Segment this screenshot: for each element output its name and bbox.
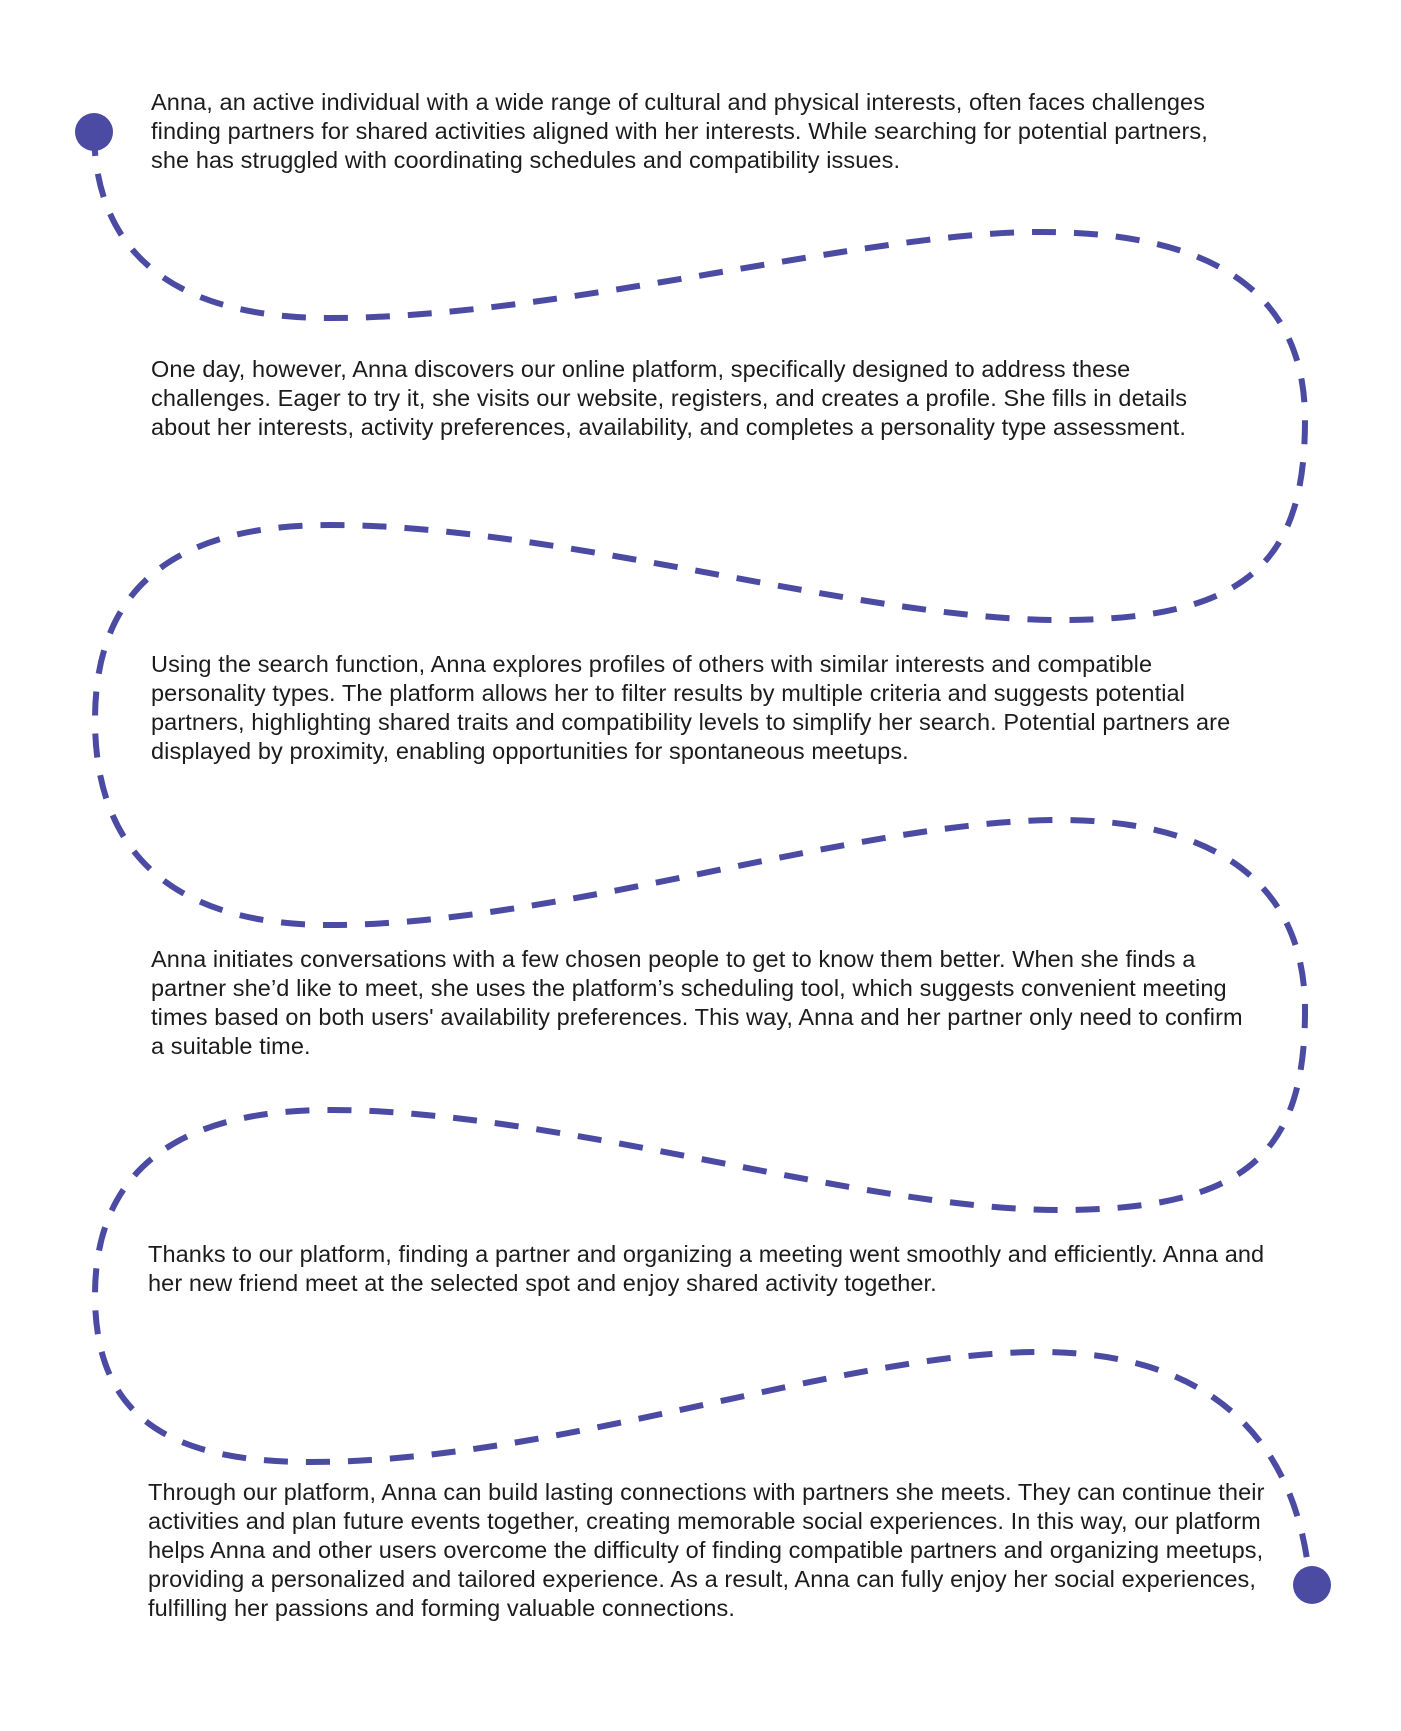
journey-end-dot <box>1293 1566 1331 1604</box>
journey-start-dot <box>75 113 113 151</box>
story-step-4-text: Anna initiates conversations with a few chosen people to get to know them better. When she finds a partner she’d like to meet, she uses the platform’s scheduling tool, which suggests convenient meeting times based on both users' availability preferences. This way, Anna and her partner only need to confirm a suitable time. <box>151 946 1243 1059</box>
story-step-5-text: Thanks to our platform, finding a partner and organizing a meeting went smoothly and efficiently. Anna and her new friend meet at the selected spot and enjoy shared activity together. <box>148 1241 1265 1296</box>
story-step-3-text: Using the search function, Anna explores profiles of others with similar interests and compatible personality types. The platform allows her to filter results by multiple criteria and suggests potential partners, highlighting shared traits and compatibility levels to simplify her search. Potential partners are displayed by proximity, enabling opportunities for spontaneous meetups. <box>151 651 1231 764</box>
story-step-6-text: Through our platform, Anna can build lasting connections with partners she meets. They can continue their activities and plan future events together, creating memorable social experiences. In this way, our platform helps Anna and other users overcome the difficulty of finding compatible partners and organizing meetups, providing a personalized and tailored experience. As a result, Anna can fully enjoy her social experiences, fulfilling her passions and forming valuable connections. <box>148 1479 1265 1621</box>
story-step-1-text: Anna, an active individual with a wide range of cultural and physical interests, often faces challenges finding partners for shared activities aligned with her interests. While searching for potential partners, she has struggled with coordinating schedules and compatibility issues. <box>151 89 1208 173</box>
story-step-2-text: One day, however, Anna discovers our online platform, specifically designed to address these challenges. Eager to try it, she visits our website, registers, and creates a profile. She fills in details about her interests, activity preferences, availability, and completes a personality type assessment. <box>151 356 1188 440</box>
dashed-journey-line <box>94 132 1310 1585</box>
